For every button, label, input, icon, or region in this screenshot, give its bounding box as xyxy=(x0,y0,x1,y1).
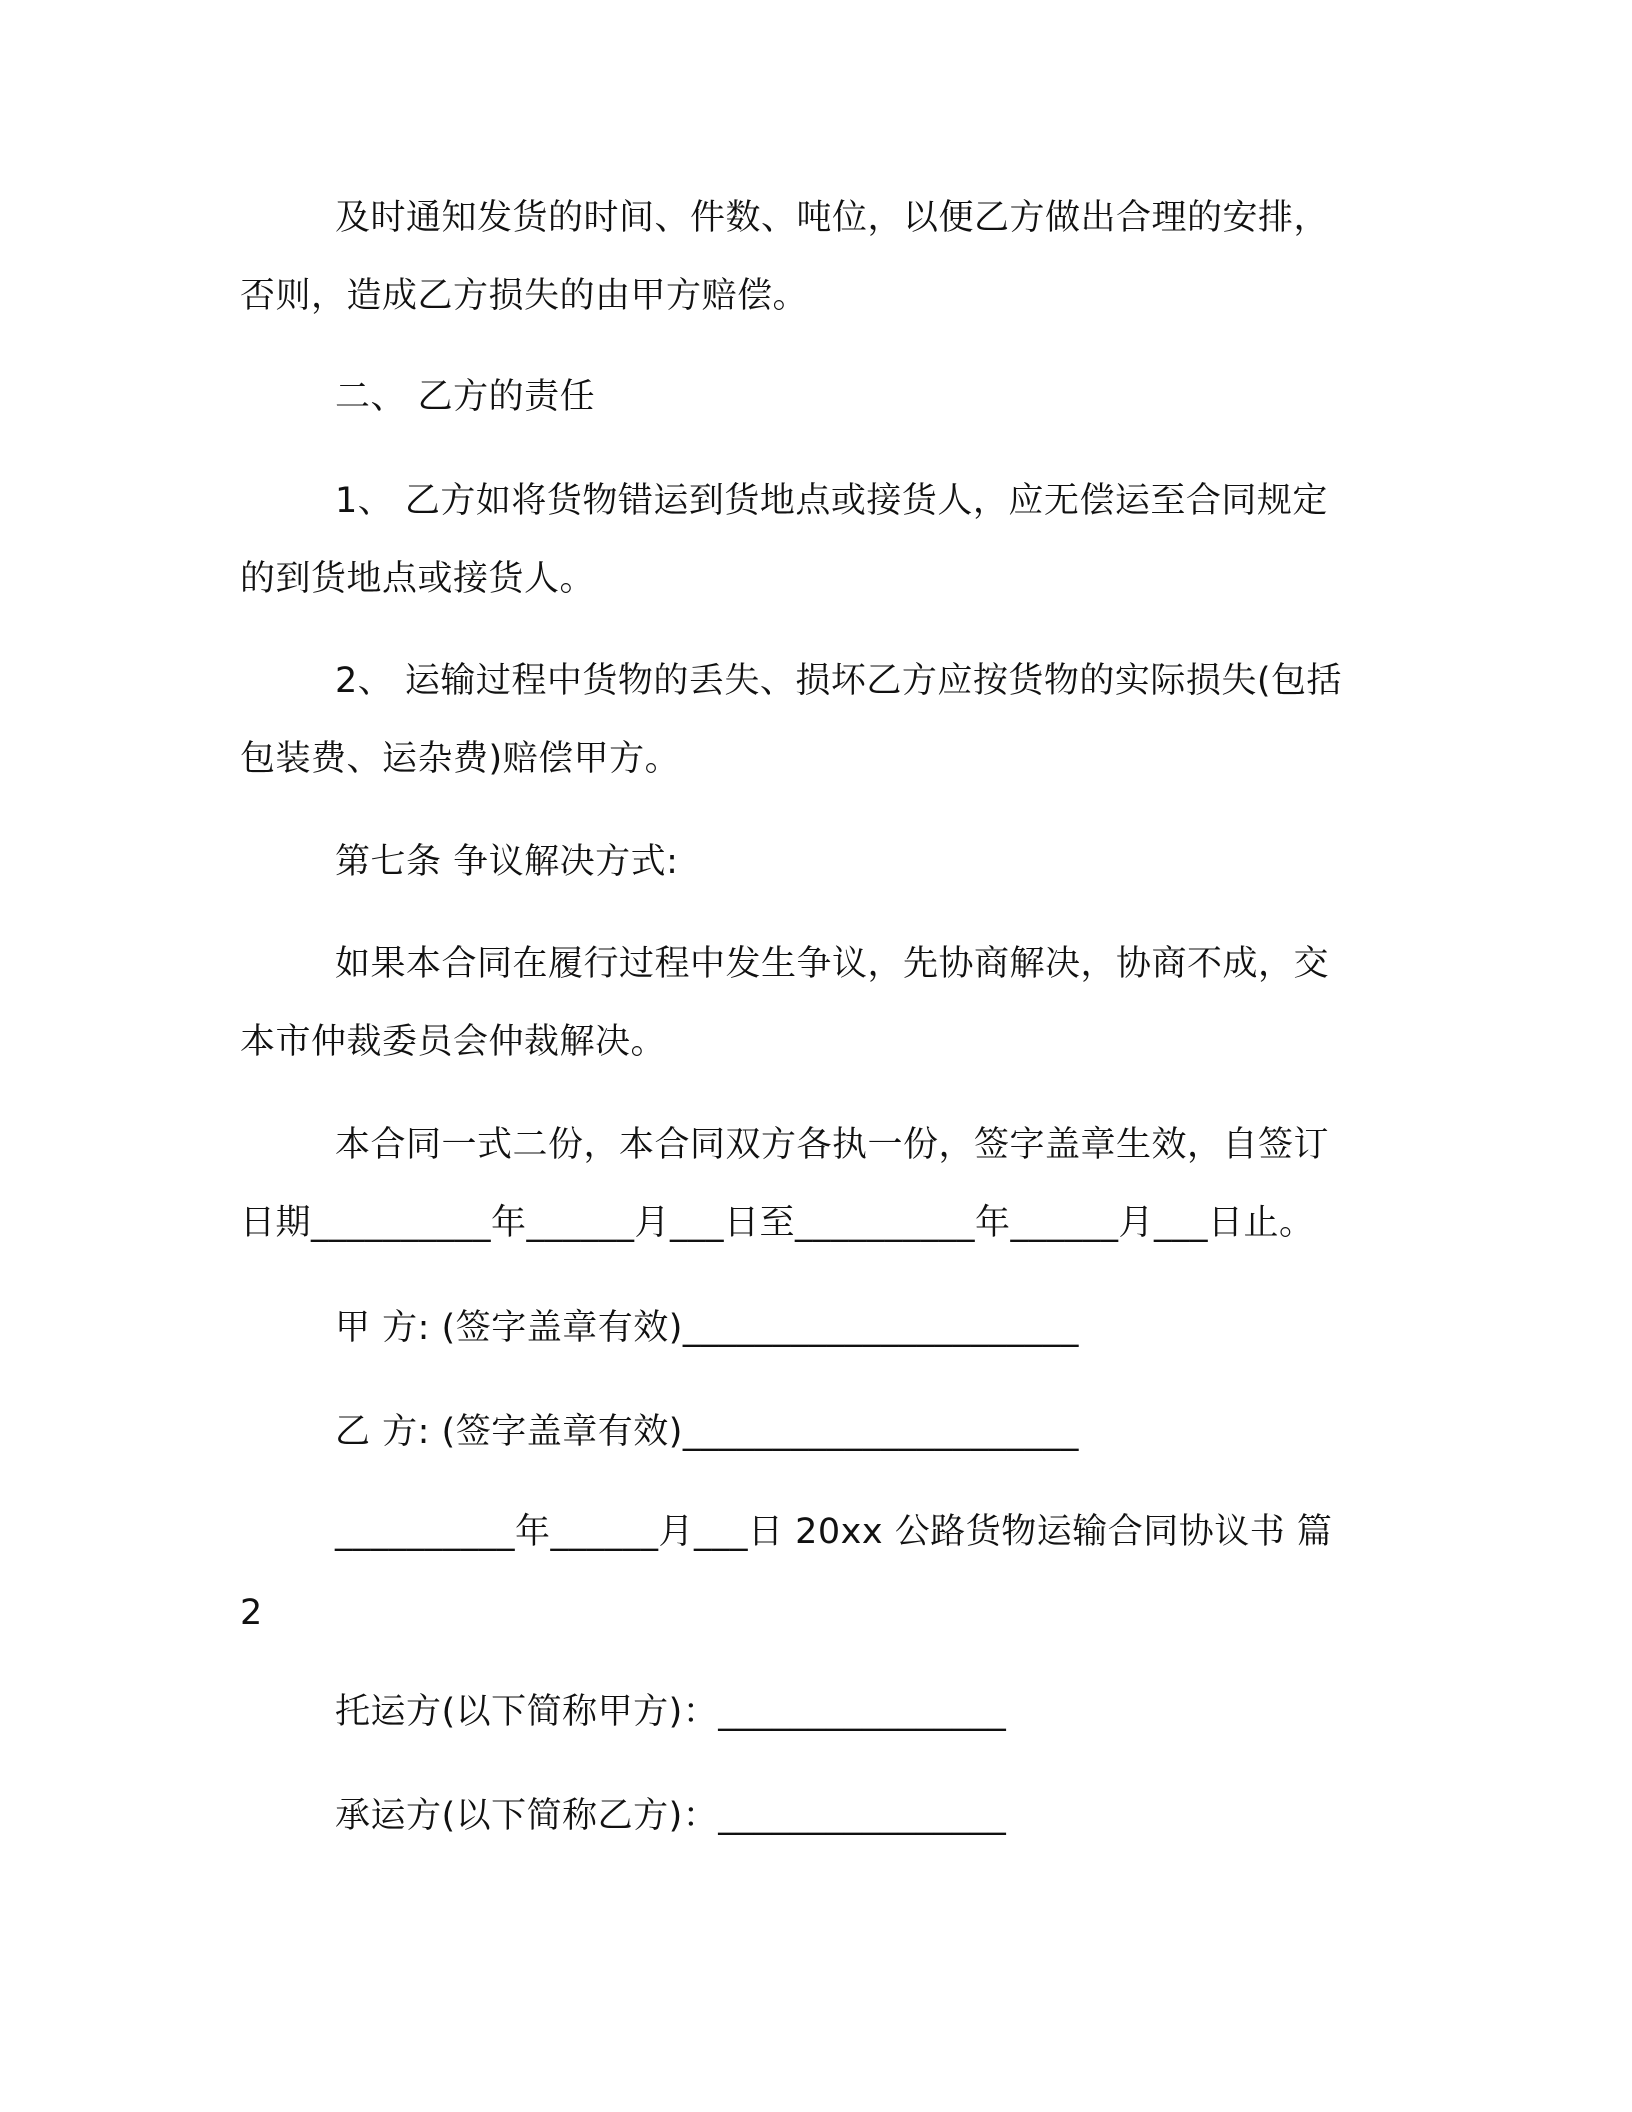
section-heading: 二、 乙方的责任 xyxy=(335,377,596,417)
text-line: 的到货地点或接货人。 xyxy=(240,559,596,599)
shipper-line: 托运方(以下简称甲方)：________________ xyxy=(335,1692,1007,1732)
text-line: 如果本合同在履行过程中发生争议，先协商解决，协商不成，交 xyxy=(335,944,1330,984)
text-line: 1、 乙方如将货物错运到货地点或接货人，应无偿运至合同规定 xyxy=(335,481,1328,521)
text-line: 2 xyxy=(240,1593,263,1633)
text-line: 本合同一式二份，本合同双方各执一份，签字盖章生效，自签订 xyxy=(335,1125,1330,1165)
text-line: 否则，造成乙方损失的由甲方赔偿。 xyxy=(240,276,809,316)
text-line: 包装费、运杂费)赔偿甲方。 xyxy=(240,739,681,779)
text-line: 及时通知发货的时间、件数、吨位，以便乙方做出合理的安排， xyxy=(335,198,1330,238)
party-b-signature-line: 乙 方: (签字盖章有效)______________________ xyxy=(335,1412,1079,1452)
carrier-line: 承运方(以下简称乙方)：________________ xyxy=(335,1796,1007,1836)
article-heading: 第七条 争议解决方式: xyxy=(335,842,679,882)
text-line: 本市仲裁委员会仲裁解决。 xyxy=(240,1022,667,1062)
text-line: 2、 运输过程中货物的丢失、损坏乙方应按货物的实际损失(包括 xyxy=(335,661,1343,701)
date-title-line: __________年______月___日 20xx 公路货物运输合同协议书 篇 xyxy=(335,1512,1333,1552)
date-line: 日期__________年______月___日至__________年______月___日止。 xyxy=(240,1203,1315,1243)
party-a-signature-line: 甲 方: (签字盖章有效)______________________ xyxy=(335,1308,1079,1348)
